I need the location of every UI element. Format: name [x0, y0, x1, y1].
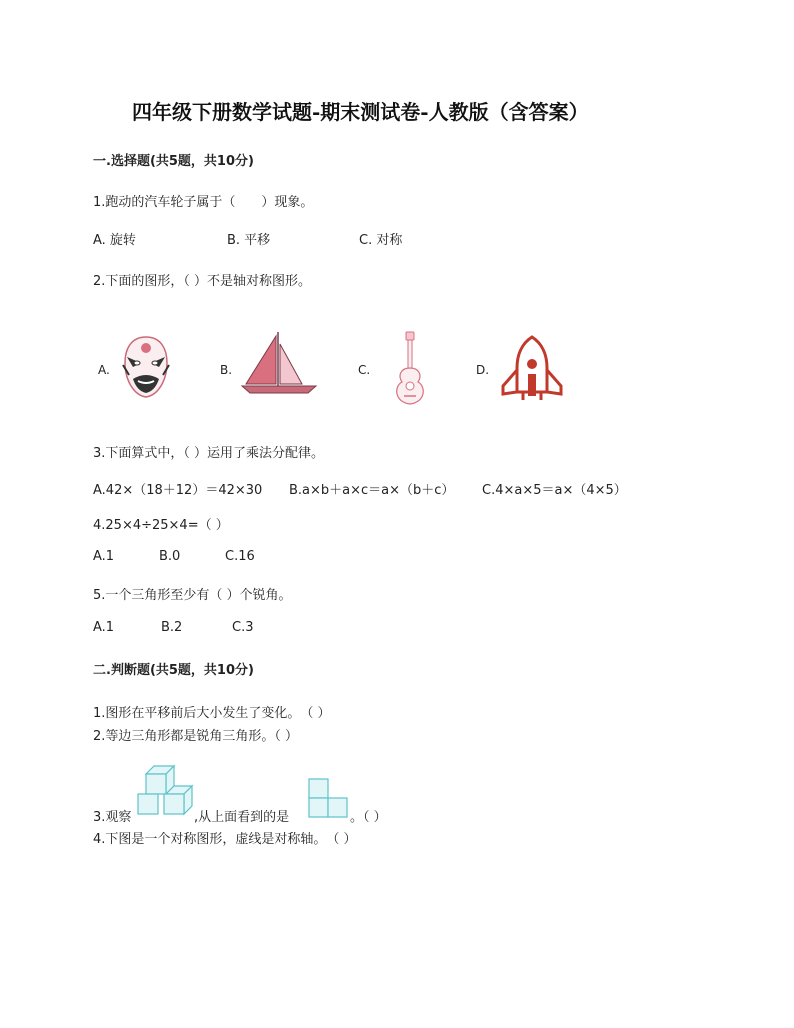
guitar-icon: [390, 330, 430, 406]
question-5: 5.一个三角形至少有（ ）个锐角。: [93, 588, 292, 603]
q3-option-b[interactable]: B.a×b＋a×c＝a×（b＋c）: [289, 483, 455, 498]
q1-option-c[interactable]: C. 对称: [359, 233, 403, 248]
rocket-icon: [497, 334, 567, 404]
sailboat-icon: [240, 330, 320, 396]
question-3: 3.下面算式中，（ ）运用了乘法分配律。: [93, 446, 325, 461]
q5-option-b[interactable]: B.2: [161, 620, 183, 635]
top-view-icon: [308, 778, 348, 818]
page-title: 四年级下册数学试题-期末测试卷-人教版（含答案）: [132, 100, 589, 124]
q2-option-b-label[interactable]: B.: [220, 363, 233, 377]
q4-option-b[interactable]: B.0: [159, 549, 181, 564]
cube-stack-icon: [136, 764, 194, 820]
q1-option-a[interactable]: A. 旋转: [93, 233, 136, 248]
judgement-3-middle: ,从上面看到的是: [194, 810, 290, 825]
q4-option-a[interactable]: A.1: [93, 549, 115, 564]
q4-option-c[interactable]: C.16: [225, 549, 255, 564]
judgement-3-suffix: 。（ ）: [350, 810, 387, 825]
judgement-2: 2.等边三角形都是锐角三角形。（ ）: [93, 729, 299, 744]
q2-option-a-label[interactable]: A.: [98, 363, 110, 377]
q3-option-c[interactable]: C.4×a×5＝a×（4×5）: [482, 483, 627, 498]
judgement-1: 1.图形在平移前后大小发生了变化。 （ ）: [93, 706, 331, 721]
section-heading-judgement: 二.判断题(共5题，共10分): [93, 663, 254, 678]
question-2: 2.下面的图形，（ ）不是轴对称图形。: [93, 274, 312, 289]
q2-option-c-label[interactable]: C.: [358, 363, 371, 377]
question-4: 4.25×4÷25×4=（ ）: [93, 518, 229, 533]
q5-option-a[interactable]: A.1: [93, 620, 115, 635]
q3-option-a[interactable]: A.42×（18＋12）＝42×30: [93, 483, 263, 498]
question-1: 1.跑动的汽车轮子属于（ ）现象。: [93, 195, 314, 210]
judgement-3-prefix: 3.观察: [93, 810, 132, 825]
q2-option-d-label[interactable]: D.: [476, 363, 490, 377]
judgement-4: 4.下图是一个对称图形，虚线是对称轴。 （ ）: [93, 832, 357, 847]
q1-option-b[interactable]: B. 平移: [227, 233, 271, 248]
opera-mask-icon: [121, 335, 171, 400]
q5-option-c[interactable]: C.3: [232, 620, 254, 635]
section-heading-choice: 一.选择题(共5题，共10分): [93, 154, 254, 169]
